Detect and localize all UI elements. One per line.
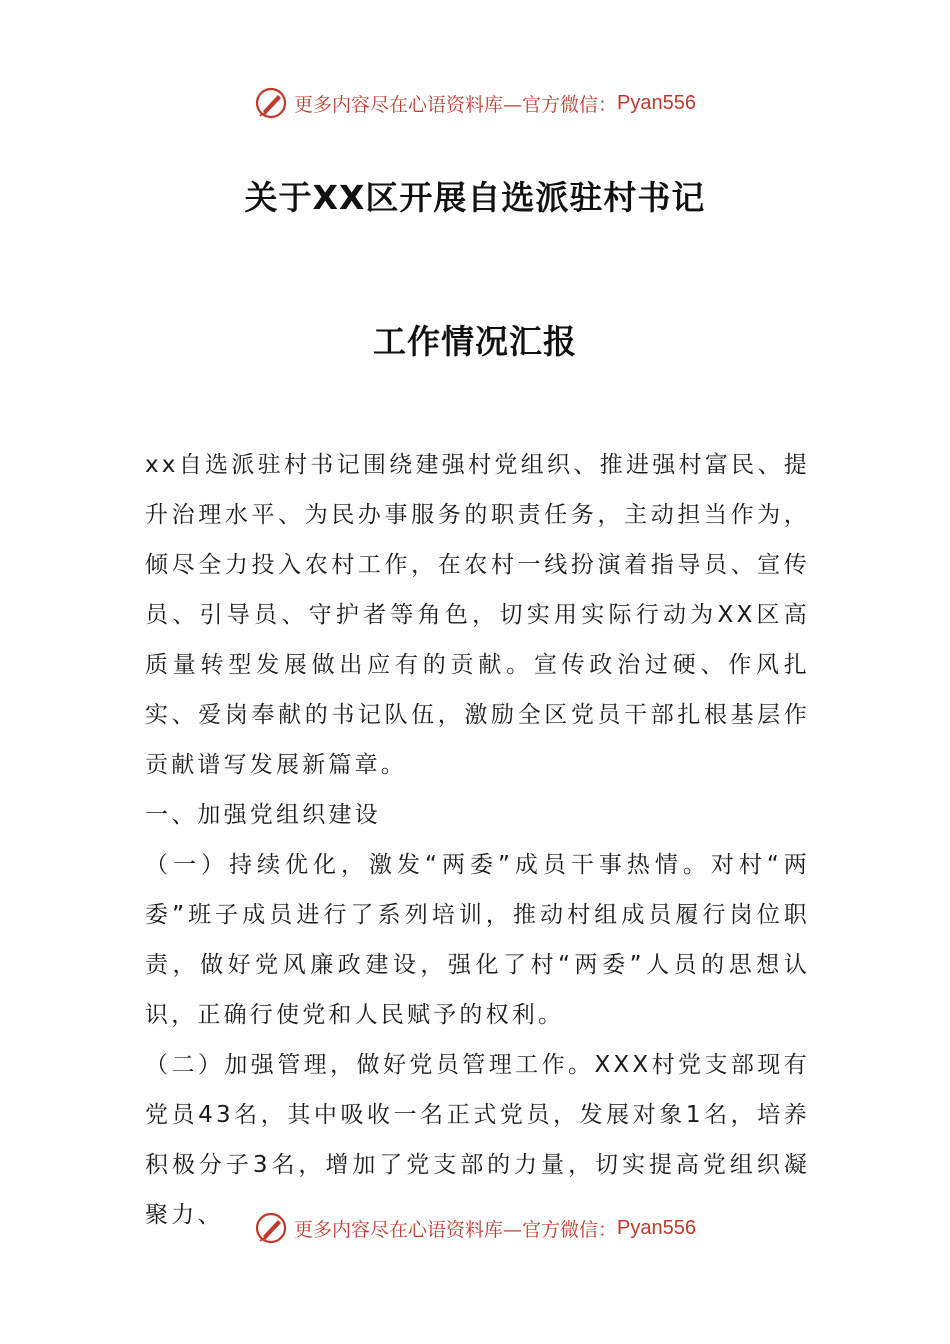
paragraph-intro: xx自选派驻村书记围绕建强村党组织、推进强村富民、提升治理水平、为民办事服务的职责任务，主动担当作为，倾尽全力投入农村工作，在农村一线扮演着指导员、宣传员、引导员、守护者等角色，切实用实际行动为XX区高质量转型发展做出应有的贡献。宣传政治过硬、作风扎实、爱岗奉献的书记队伍，激励全区党员干部扎根基层作贡献谱写发展新篇章。 bbox=[145, 452, 810, 778]
document-title-line2: 工作情况汇报 bbox=[373, 322, 577, 361]
document-body bbox=[145, 440, 810, 1240]
paragraph-subsection-1: （一）持续优化，激发“两委”成员干事热情。对村“两委”班子成员进行了系列培训，推动村组成员履行岗位职责，做好党风廉政建设，强化了村“两委”人员的思想认识，正确行使党和人民赋予的权利。 bbox=[145, 852, 810, 1028]
paragraph-subsection-2: （二）加强管理，做好党员管理工作。XXX村党支部现有党员43名，其中吸收一名正式党员，发展对象1名，培养积极分子3名，增加了党支部的力量，切实提高党组织凝聚力、 bbox=[145, 1052, 810, 1228]
watermark-account: Pyan556 bbox=[617, 1216, 696, 1239]
watermark-text: 更多内容尽在心语资料库—官方微信： bbox=[294, 93, 618, 116]
watermark-header bbox=[0, 83, 950, 123]
pen-circle-logo-icon bbox=[254, 1211, 288, 1245]
document-title-line1: 关于XX区开展自选派驻村书记 bbox=[244, 178, 706, 217]
watermark-account: Pyan556 bbox=[617, 91, 696, 114]
section-heading: 一、加强党组织建设 bbox=[145, 802, 381, 828]
watermark-text: 更多内容尽在心语资料库—官方微信： bbox=[294, 1218, 618, 1241]
pen-circle-logo-icon bbox=[254, 86, 288, 120]
watermark-footer bbox=[0, 1208, 950, 1248]
